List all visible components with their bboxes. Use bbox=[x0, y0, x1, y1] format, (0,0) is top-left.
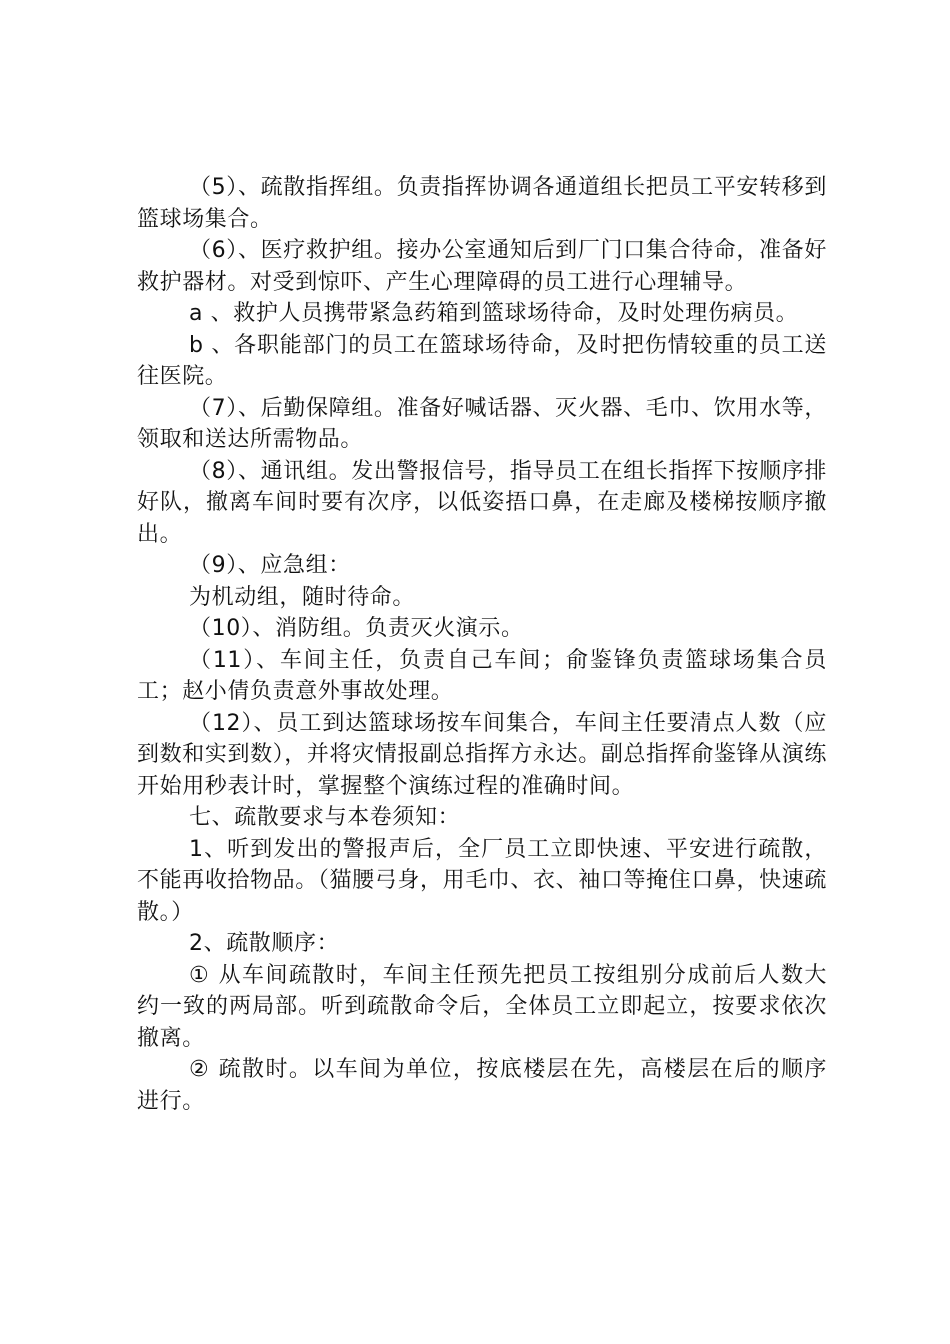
paragraph-fire-group: （10）、消防组。负责灭火演示。 bbox=[189, 616, 524, 641]
paragraph-communication-group: （8）、通讯组。发出警报信号，指导员工在组长指挥下按顺序排好队，撤离车间时要有次序，以低姿捂口鼻，在走廊及楼梯按顺序撤出。 bbox=[137, 458, 827, 547]
paragraph-order-step-2: ② 疏散时。以车间为单位，按底楼层在先，高楼层在后的顺序进行。 bbox=[137, 1057, 827, 1114]
paragraph-standby: 为机动组，随时待命。 bbox=[189, 584, 416, 610]
paragraph-assembly-count: （12）、员工到达篮球场按车间集合，车间主任要清点人数（应到数和实到数），并将灾情报副总指挥方永达。副总指挥俞鉴锋从演练开始用秒表计时，掌握整个演练过程的准确时间。 bbox=[137, 710, 827, 799]
paragraph-item-a: a 、救护人员携带紧急药箱到篮球场待命，及时处理伤病员。 bbox=[189, 301, 799, 326]
paragraph-alarm-response: 1、听到发出的警报声后，全厂员工立即快速、平安进行疏散，不能再收拾物品。（猫腰弓身，用毛巾、衣、袖口等掩住口鼻，快速疏散。） bbox=[137, 836, 827, 925]
paragraph-emergency-group: （9）、应急组： bbox=[189, 553, 351, 578]
paragraph-order-step-1: ① 从车间疏散时，车间主任预先把员工按组别分成前后人数大约一致的两局部。听到疏散命令后，全体员工立即起立，按要求依次撤离。 bbox=[137, 962, 827, 1051]
paragraph-evacuation-order-heading: 2、疏散顺序： bbox=[189, 931, 340, 956]
paragraph-item-b: b 、各职能部门的员工在篮球场待命，及时把伤情较重的员工送往医院。 bbox=[137, 332, 827, 389]
paragraph-evacuation-command-group: （5）、疏散指挥组。负责指挥协调各通道组长把员工平安转移到篮球场集合。 bbox=[137, 175, 827, 232]
paragraph-logistics-group: （7）、后勤保障组。准备好喊话器、灭火器、毛巾、饮用水等，领取和送达所需物品。 bbox=[137, 395, 827, 452]
paragraph-medical-rescue-group: （6）、医疗救护组。接办公室通知后到厂门口集合待命，准备好救护器材。对受到惊吓、产生心理障碍的员工进行心理辅导。 bbox=[137, 238, 827, 295]
document-body bbox=[137, 172, 827, 1117]
paragraph-workshop-director: （11）、车间主任，负责自己车间；俞鉴锋负责篮球场集合员工；赵小倩负责意外事故处理。 bbox=[137, 647, 827, 704]
section-heading-evacuation-requirements: 七、疏散要求与本卷须知： bbox=[189, 805, 461, 830]
